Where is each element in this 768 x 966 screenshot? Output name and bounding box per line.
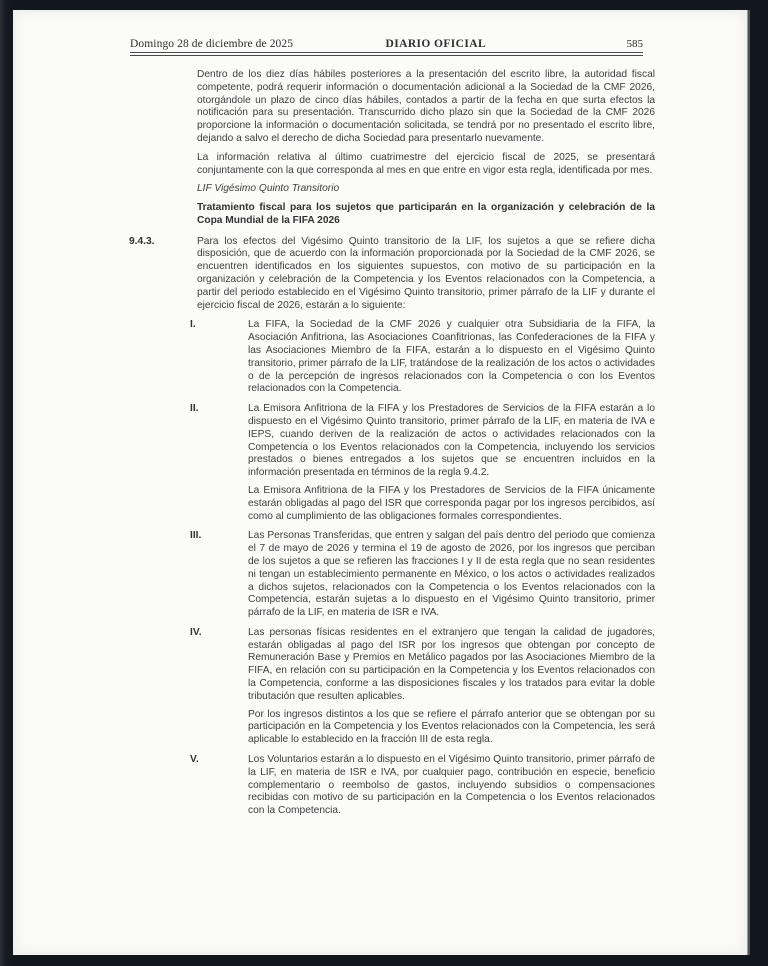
page-header	[130, 38, 643, 50]
fraction-item-I	[190, 319, 655, 396]
lif-transitory-reference: LIF Vigésimo Quinto Transitorio	[197, 183, 340, 195]
fraction-paragraph: La Emisora Anfitriona de la FIFA y los Prestadores de Servicios de la FIFA estarán a lo dispuesto en el Vigésimo Quinto transitorio, primer párrafo de la LIF, en materia de IVA e IEPS, cuando deriven de la realización de actos o actividades relacionados con la Competencia o los Eventos relacionados con la Competencia, incluyendo los servicios prestados o bienes entregados a los sujetos que se encuentren incluidos en la información presentada en términos de la regla 9.4.2.	[248, 403, 655, 479]
header-double-rule	[130, 52, 643, 56]
intro-paragraph-2: La información relativa al último cuatrimestre del ejercicio fiscal de 2025, se presentará conjuntamente con la que corresponda al mes en que entre en vigor esta regla, identificada por mes.	[197, 151, 655, 176]
fraction-numeral: I.	[190, 319, 196, 331]
fraction-numeral: IV.	[190, 626, 202, 638]
header-page-number: 585	[626, 38, 643, 50]
fraction-numeral: V.	[190, 754, 199, 766]
fraction-numeral: III.	[190, 530, 202, 542]
fraction-paragraph: Por los ingresos distintos a los que se refiere el párrafo anterior que se obtengan por su participación en la Competencia y los Eventos relacionados con la Competencia, les será aplicable lo establecido en la fracción III de esta regla.	[248, 708, 655, 746]
rule-9-4-3	[129, 235, 655, 313]
fraction-paragraph: La Emisora Anfitriona de la FIFA y los Prestadores de Servicios de la FIFA únicamente estarán obligadas al pago del ISR que corresponda pagar por los ingresos percibidos, así como al cumplimiento de las obligaciones formales correspondientes.	[248, 484, 655, 522]
section-heading: Tratamiento fiscal para los sujetos que participarán en la organización y celebración de la Copa Mundial de la FIFA 2026	[197, 202, 655, 227]
header-date: Domingo 28 de diciembre de 2025	[130, 38, 294, 50]
fraction-item-III	[190, 530, 655, 620]
document-page	[13, 10, 748, 955]
fraction-paragraph: Las Personas Transferidas, que entren y salgan del país dentro del periodo que comienza el 7 de mayo de 2026 y termina el 19 de agosto de 2026, por los ingresos que perciban de los sujetos a que se refieren las fracciones I y II de esta regla que no sean residentes ni tengan un establecimiento permanente en México, o los actos o actividades realizados a dichos sujetos, relacionados con la Competencia o los Eventos relacionados con la Competencia, estarán sujetas a lo dispuesto en el Vigésimo Quinto transitorio, primer párrafo de la LIF, en materia de ISR e IVA.	[248, 530, 655, 619]
fraction-item-IV	[190, 626, 655, 747]
rule-intro-paragraph: Para los efectos del Vigésimo Quinto transitorio de la LIF, los sujetos a que se refiere dicha disposición, que de acuerdo con la información proporcionada por la Sociedad de la CMF 2026, se encuentren identificados en los siguientes supuestos, con motivo de su participación en la organización y celebración de la Competencia y los Eventos relacionados con la Competencia, a partir del periodo establecido en el Vigésimo Quinto transitorio, primer párrafo de la LIF y durante el ejercicio fiscal de 2026, estarán a lo siguiente:	[197, 235, 655, 311]
fraction-paragraph: Las personas físicas residentes en el extranjero que tengan la calidad de jugadores, estarán obligadas al pago del ISR por los ingresos que obtengan por concepto de Remuneración Base y Premios en Metálico pagados por las Asociaciones Miembro de la FIFA, en relación con su participación en la Competencia y los Eventos relacionados con la Competencia, conforme a las disposiciones fiscales y los tratados para evitar la doble tributación que resulten aplicables.	[248, 626, 655, 702]
fraction-paragraph: Los Voluntarios estarán a lo dispuesto en el Vigésimo Quinto transitorio, primer párrafo de la LIF, en materia de ISR e IVA, por cualquier pago, contribución en especie, beneficio complementario o reembolso de gastos, incluyendo subsidios o compensaciones recibidas con motivo de su participación en la Competencia o los Eventos relacionados con la Competencia.	[248, 754, 655, 817]
page-content	[13, 10, 747, 955]
rule-number: 9.4.3.	[129, 235, 155, 247]
fraction-numeral: II.	[190, 403, 199, 415]
fraction-paragraph: La FIFA, la Sociedad de la CMF 2026 y cualquier otra Subsidiaria de la FIFA, la Asociación Anfitriona, las Asociaciones Coanfitrionas, las Confederaciones de la FIFA y las Asociaciones Miembro de la FIFA, estarán a lo dispuesto en el Vigésimo Quinto transitorio, primer párrafo de la LIF, tratándose de la realización de los actos o actividades o de la percepción de ingresos relacionados con la Competencia o con los Eventos relacionados con la Competencia.	[248, 319, 655, 395]
fraction-item-V	[190, 754, 655, 818]
intro-paragraph-1: Dentro de los diez días hábiles posteriores a la presentación del escrito libre, la autoridad fiscal competente, podrá requerir información o documentación adicional a la Sociedad de la CMF 2026, otorgándole un plazo de cinco días hábiles, contados a partir de la fecha en que surta efectos la notificación para su presentación. Transcurrido dicho plazo sin que la Sociedad de la CMF 2026 proporcione la información o documentación solicitada, se tendrá por no presentado el escrito libre, dejando a salvo el derecho de dicha Sociedad para presentarlo nuevamente.	[197, 69, 655, 144]
document-body	[13, 69, 747, 818]
header-title: DIARIO OFICIAL	[385, 38, 487, 50]
fraction-item-II	[190, 403, 655, 523]
